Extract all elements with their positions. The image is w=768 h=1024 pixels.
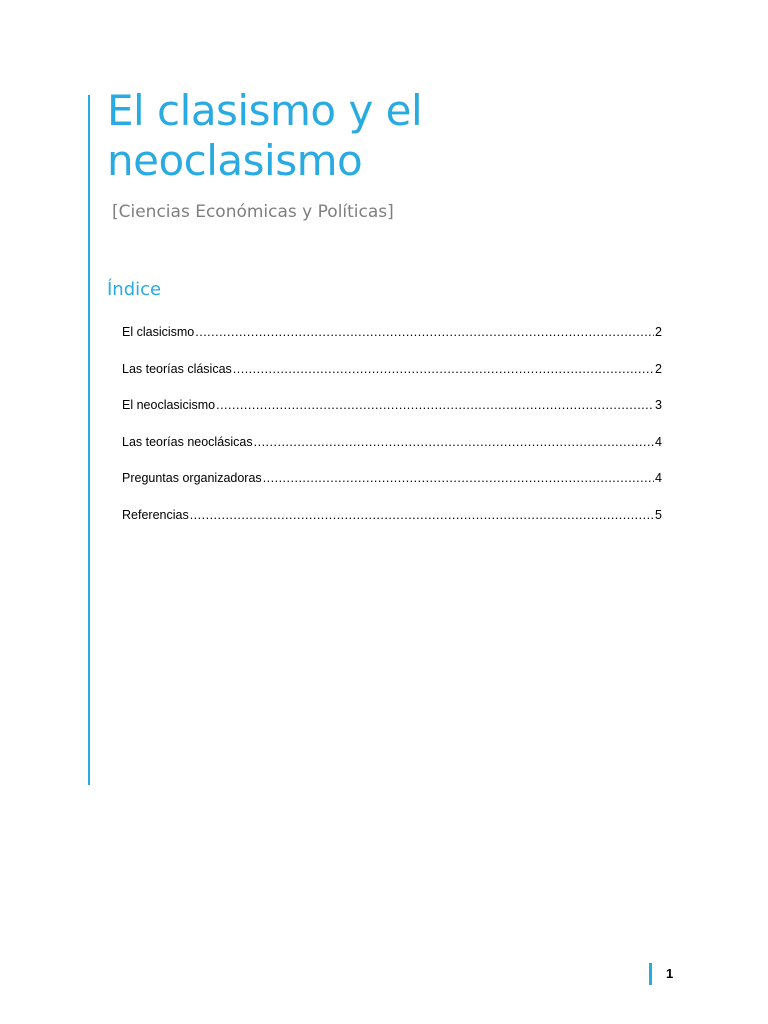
toc-dot-leader [216, 395, 654, 415]
toc-entry-page: 2 [655, 361, 662, 376]
toc-entry-page: 2 [655, 325, 662, 339]
document-title: El clasismo y el neoclasismo [107, 86, 423, 185]
toc-entry-label: Preguntas organizadoras [122, 471, 262, 485]
footer-accent-bar [649, 963, 652, 985]
toc-entry-el-neoclasicismo[interactable] [122, 395, 662, 432]
title-accent-bar [88, 95, 90, 785]
toc-entry-page: 4 [655, 434, 662, 449]
toc-entry-el-clasicismo[interactable] [122, 322, 662, 359]
page-number: 1 [666, 966, 674, 981]
table-of-contents [122, 322, 662, 541]
toc-entry-page: 3 [655, 398, 662, 412]
toc-entry-label: Referencias [122, 507, 189, 522]
toc-dot-leader [263, 468, 654, 488]
toc-heading: Índice [107, 279, 162, 300]
document-subtitle: [Ciencias Económicas y Políticas] [112, 202, 394, 222]
toc-entry-label: Las teorías neoclásicas [122, 434, 253, 449]
toc-dot-leader [190, 505, 654, 525]
toc-dot-leader [254, 432, 654, 452]
toc-entry-referencias[interactable] [122, 505, 662, 542]
toc-entry-preguntas-organizadoras[interactable] [122, 468, 662, 505]
toc-entry-label: El neoclasicismo [122, 398, 216, 412]
toc-entry-las-teorias-clasicas[interactable] [122, 359, 662, 396]
toc-entry-las-teorias-neoclasicas[interactable] [122, 432, 662, 469]
toc-dot-leader [195, 322, 654, 342]
toc-entry-label: El clasicismo [122, 325, 195, 339]
toc-entry-page: 4 [655, 471, 662, 485]
toc-entry-page: 5 [655, 507, 662, 522]
toc-entry-label: Las teorías clásicas [122, 361, 232, 376]
toc-dot-leader [233, 359, 654, 379]
